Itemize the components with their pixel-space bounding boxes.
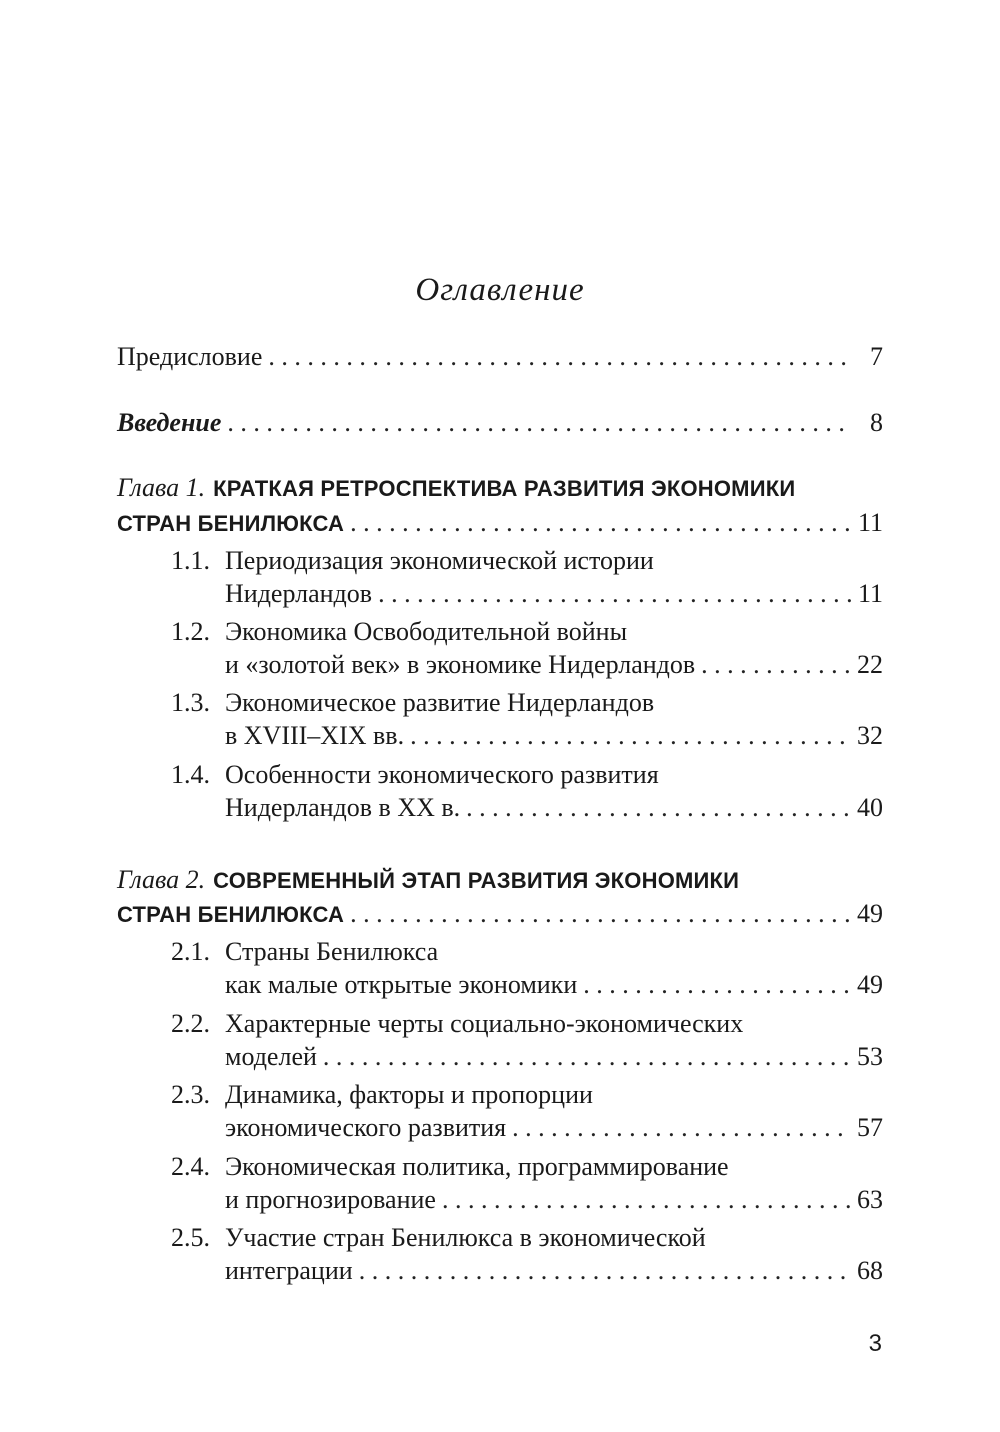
section-number: 1.3. <box>171 688 210 717</box>
toc-page-number: 63 <box>857 1185 883 1214</box>
section-2-4-cont[interactable] <box>225 1183 883 1217</box>
toc-page-number: 40 <box>857 793 883 822</box>
section-2-3-cont[interactable] <box>225 1111 883 1145</box>
section-number: 1.4. <box>171 760 210 789</box>
section-title-cont: интеграции <box>225 1256 353 1285</box>
section-title: Периодизация экономической истории <box>225 546 654 575</box>
chapter-title-line1: СОВРЕМЕННЫЙ ЭТАП РАЗВИТИЯ ЭКОНОМИКИ <box>213 868 740 893</box>
toc-page-number: 57 <box>857 1113 883 1142</box>
section-title: Экономическое развитие Нидерландов <box>225 688 655 717</box>
dot-leader <box>701 648 851 682</box>
toc-entry-label: Введение <box>117 408 222 437</box>
chapter-title-line1: КРАТКАЯ РЕТРОСПЕКТИВА РАЗВИТИЯ ЭКОНОМИКИ <box>213 476 796 501</box>
toc-page-number: 11 <box>857 508 883 537</box>
section-2-4[interactable] <box>171 1150 883 1184</box>
toc-page-number: 7 <box>870 342 883 371</box>
section-number: 2.4. <box>171 1152 210 1181</box>
section-1-4-cont[interactable] <box>225 791 883 825</box>
section-number: 2.2. <box>171 1009 210 1038</box>
chapter-1-heading-cont[interactable] <box>117 506 883 540</box>
section-1-3-cont[interactable] <box>225 719 883 753</box>
toc-page-number: 49 <box>857 970 883 999</box>
chapter-label: Глава 2. <box>117 865 206 894</box>
section-title: Страны Бенилюкса <box>225 937 439 966</box>
toc-page-number: 8 <box>870 408 883 437</box>
dot-leader <box>466 791 851 825</box>
dot-leader <box>583 968 851 1002</box>
toc-page-number: 49 <box>857 899 883 928</box>
section-2-1-cont[interactable] <box>225 968 883 1002</box>
dot-leader <box>227 406 851 440</box>
dot-leader <box>359 1254 851 1288</box>
section-2-2-cont[interactable] <box>225 1040 883 1074</box>
section-number: 2.5. <box>171 1223 210 1252</box>
dot-leader <box>323 1040 851 1074</box>
toc-page-number: 32 <box>857 721 883 750</box>
toc-entry-preface[interactable] <box>117 340 883 374</box>
section-title-cont: в XVIII–XIX вв. <box>225 721 405 750</box>
section-2-5[interactable] <box>171 1221 883 1255</box>
section-title: Экономика Освободительной войны <box>225 617 628 646</box>
section-title-cont: Нидерландов в XX в. <box>225 793 461 822</box>
dot-leader <box>350 897 851 931</box>
dot-leader <box>378 577 851 611</box>
toc-page-number: 11 <box>857 579 883 608</box>
section-title: Участие стран Бенилюкса в экономической <box>225 1223 706 1252</box>
chapter-title-line2: СТРАН БЕНИЛЮКСА <box>117 902 345 927</box>
chapter-1-heading[interactable] <box>117 471 883 505</box>
chapter-2-heading[interactable] <box>117 863 883 897</box>
section-title-cont: как малые открытые экономики <box>225 970 578 999</box>
section-2-5-cont[interactable] <box>225 1254 883 1288</box>
section-2-1[interactable] <box>171 935 883 969</box>
section-1-4[interactable] <box>171 758 883 792</box>
toc-entry-label: Предисловие <box>117 342 263 371</box>
section-title-cont: и «золотой век» в экономике Нидерландов <box>225 650 696 679</box>
section-number: 1.1. <box>171 546 210 575</box>
section-title: Особенности экономического развития <box>225 760 659 789</box>
toc-page-number: 68 <box>857 1256 883 1285</box>
dot-leader <box>512 1111 851 1145</box>
section-1-2-cont[interactable] <box>225 648 883 682</box>
section-number: 2.3. <box>171 1080 210 1109</box>
section-1-1[interactable] <box>171 544 883 578</box>
dot-leader <box>350 506 851 540</box>
dot-leader <box>268 340 851 374</box>
section-title-cont: моделей <box>225 1042 317 1071</box>
dot-leader <box>410 719 851 753</box>
section-2-2[interactable] <box>171 1007 883 1041</box>
section-title-cont: и прогнозирование <box>225 1185 436 1214</box>
toc-page-number: 53 <box>857 1042 883 1071</box>
section-title-cont: Нидерландов <box>225 579 373 608</box>
section-1-2[interactable] <box>171 615 883 649</box>
section-2-3[interactable] <box>171 1078 883 1112</box>
toc-entry-intro[interactable] <box>117 406 883 440</box>
section-title-cont: экономического развития <box>225 1113 507 1142</box>
chapter-title-line2: СТРАН БЕНИЛЮКСА <box>117 511 345 536</box>
section-title: Экономическая политика, программирование <box>225 1152 729 1181</box>
page-title: Оглавление <box>415 272 585 308</box>
dot-leader <box>442 1183 851 1217</box>
toc-page-number: 22 <box>857 650 883 679</box>
page-number: 3 <box>868 1330 882 1357</box>
section-title: Характерные черты социально-экономических <box>225 1009 744 1038</box>
section-1-1-cont[interactable] <box>225 577 883 611</box>
section-1-3[interactable] <box>171 686 883 720</box>
section-number: 2.1. <box>171 937 210 966</box>
section-number: 1.2. <box>171 617 210 646</box>
chapter-label: Глава 1. <box>117 473 206 502</box>
section-title: Динамика, факторы и пропорции <box>225 1080 593 1109</box>
chapter-2-heading-cont[interactable] <box>117 897 883 931</box>
